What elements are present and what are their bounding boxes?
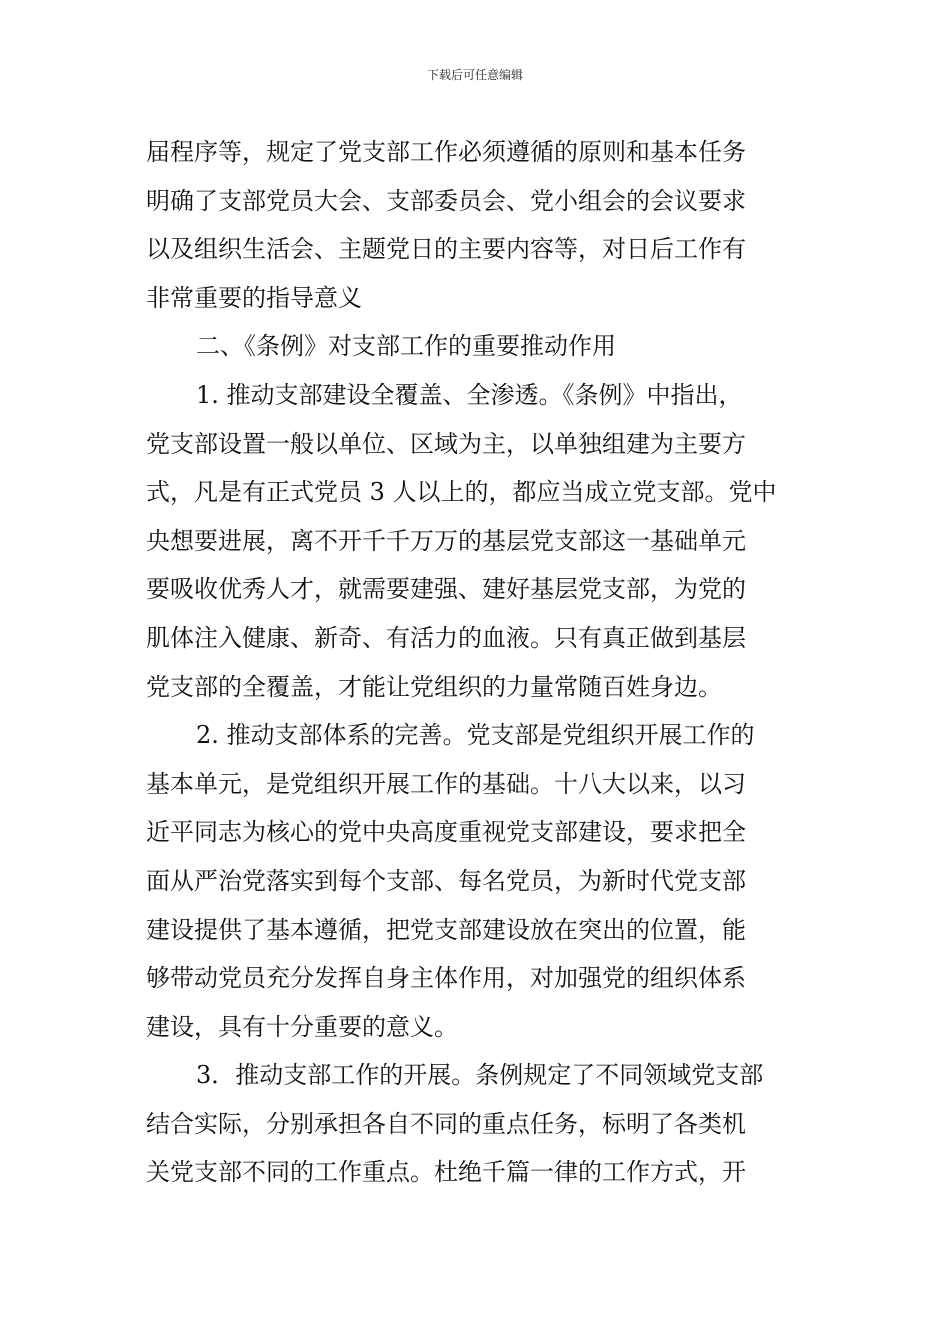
text-line: 3．推动支部工作的开展。条例规定了不同领域党支部 <box>196 1061 764 1090</box>
text-line: 届程序等，规定了党支部工作必须遵循的原则和基本任务 <box>146 138 746 166</box>
text-line: 结合实际，分别承担各自不同的重点任务，标明了各类机 <box>146 1109 746 1138</box>
text-line: 关党支部不同的工作重点。杜绝千篇一律的工作方式，开 <box>146 1158 746 1187</box>
text-line: 1. 推动支部建设全覆盖、全渗透。《条例》中指出， <box>196 380 743 409</box>
text-line: 央想要进展，离不开千千万万的基层党支部这一基础单元 <box>146 526 746 555</box>
text-line: 面从严治党落实到每个支部、每名党员，为新时代党支部 <box>146 866 746 895</box>
text-line: 建设提供了基本遵循，把党支部建设放在突出的位置，能 <box>146 915 746 944</box>
text-line: 要吸收优秀人才，就需要建强、建好基层党支部，为党的 <box>146 575 746 604</box>
text-line: 基本单元，是党组织开展工作的基础。十八大以来，以习 <box>146 769 746 798</box>
document-body <box>146 128 816 1197</box>
text-line: 够带动党员充分发挥自身主体作用，对加强党的组织体系 <box>146 964 746 993</box>
text-line: 二、《条例》对支部工作的重要推动作用 <box>196 332 616 361</box>
text-line: 近平同志为核心的党中央高度重视党支部建设，要求把全 <box>146 818 746 847</box>
text-line: 式，凡是有正式党员 3 人以上的，都应当成立党支部。党中 <box>146 478 777 507</box>
text-line: 建设，具有十分重要的意义。 <box>146 1012 458 1041</box>
text-line: 党支部的全覆盖，才能让党组织的力量常随百姓身边。 <box>146 672 722 701</box>
text-line: 党支部设置一般以单位、区域为主，以单独组建为主要方 <box>146 429 746 458</box>
text-line: 非常重要的指导意义 <box>146 283 362 312</box>
text-line: 明确了支部党员大会、支部委员会、党小组会的会议要求 <box>146 186 746 215</box>
page-header: 下载后可任意编辑 <box>426 68 523 82</box>
text-line: 以及组织生活会、主题党日的主要内容等，对日后工作有 <box>146 235 746 264</box>
text-line: 2. 推动支部体系的完善。党支部是党组织开展工作的 <box>196 721 755 750</box>
text-line: 肌体注入健康、新奇、有活力的血液。只有真正做到基层 <box>146 623 746 652</box>
